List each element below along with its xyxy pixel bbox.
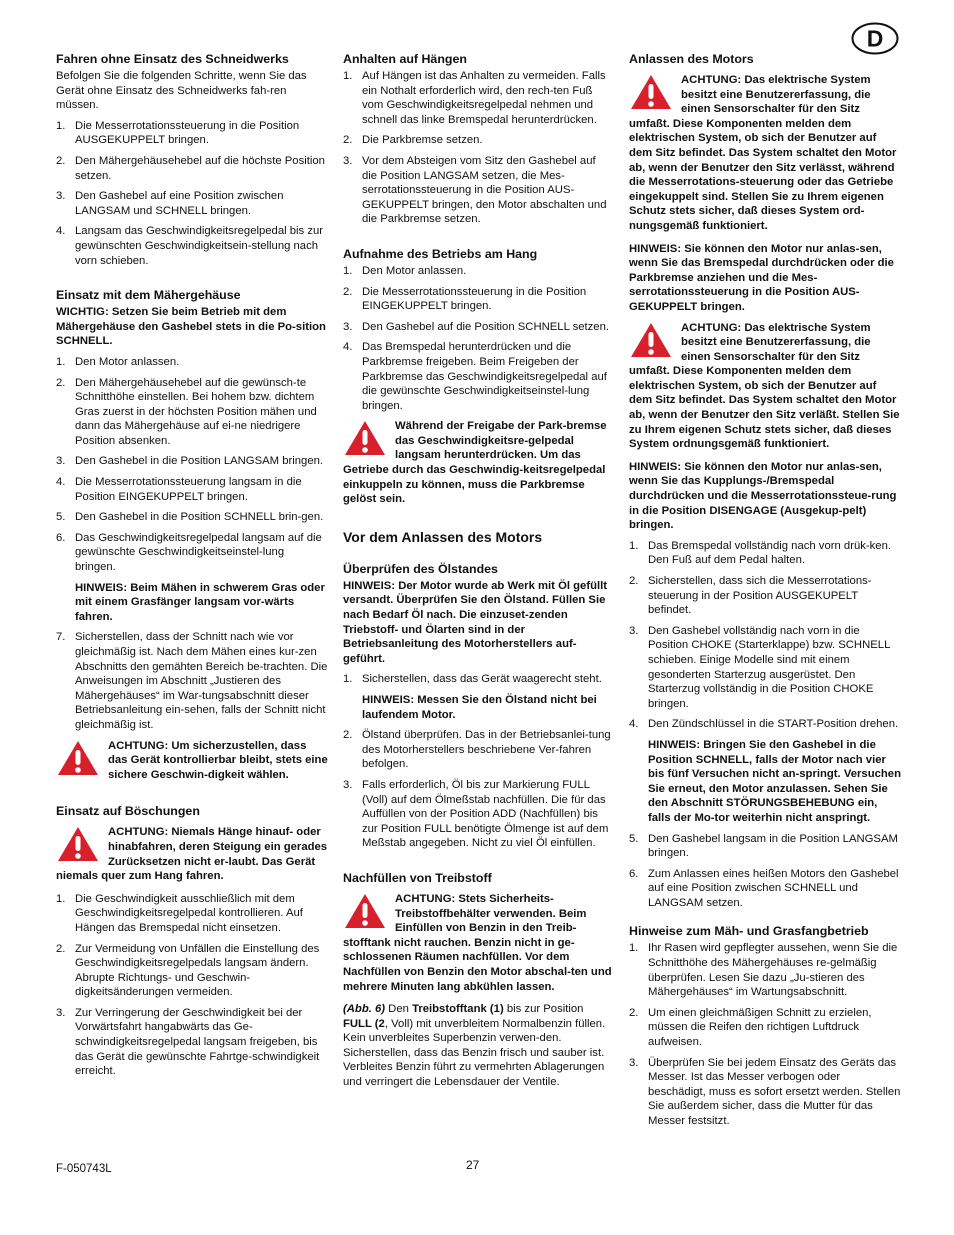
list-item: 1. Den Motor anlassen. bbox=[343, 264, 467, 277]
warning-block bbox=[629, 73, 901, 234]
list-item: 4. Langsam das Geschwindigkeitsregelpedal bis zur gewünschten Geschwindigkeitsein-stellung nach vorn schieben. bbox=[56, 225, 324, 267]
list-item: 4. Den Zündschlüssel in die START-Position drehen. HINWEIS: Bringen Sie den Gashebel in die Position SCHNELL, falls der Motor nach vier bis fünf Versuchen nicht an-springt. Versuchen Sie erneut, den Motor anzulassen. Sehen Sie den Abschnitt STÖRUNGSBEHEBUNG ein, falls der Mo-tor weiterhin nicht anspringt. bbox=[629, 718, 901, 824]
hint-note: HINWEIS: Sie können den Motor nur anlas-sen, wenn Sie das Kupplungs-/Bremspedal durchdrücken und die Messerrotationssteue-rung in die Position DISENGAGE (Ausgekup-pelt) bringen. bbox=[629, 460, 897, 532]
list-item: 1. Auf Hängen ist das Anhalten zu vermeiden. Falls ein Nothalt erforderlich wird, den rech-ten Fuß vom Geschwindigkeitsregelpedal nehmen und schnell das linke Bremspedal herunterdrücken. bbox=[343, 70, 606, 126]
section-title-slopes: Einsatz auf Böschungen bbox=[56, 804, 200, 819]
list-item: 3. Den Gashebel vollständig nach vorn in die Position CHOKE (Starterklappe) bzw. SCHNELL schieben. Einige Modelle sind mit einem gesonderten Starterzug ausgerüstet. Den Starterzug vollständig in die Position CHOKE bringen. bbox=[629, 624, 890, 710]
list-item: 4. Das Bremspedal herunterdrücken und die Parkbremse freigeben. Beim Freigeben der Parkbremse das Geschwindigkeitsregelpedal auf die gewünschte Geschwindigkeitseinstel-lung bringen. bbox=[343, 341, 607, 412]
list-item: 2. Die Messerrotationssteuerung in die Position EINGEKUPPELT bringen. bbox=[343, 285, 587, 313]
list-item: 2. Sicherstellen, dass sich die Messerrotations-steuerung in der Position AUSGEKUPELT befindet. bbox=[629, 575, 872, 617]
section-title-stopping-on-slopes: Anhalten auf Hängen bbox=[343, 52, 467, 66]
document-code: F-050743L bbox=[56, 1163, 112, 1175]
list-item: 2. Den Mähergehäusehebel auf die höchste Position setzen. bbox=[56, 154, 325, 182]
warning-text: Während der Freigabe der Park-bremse das Geschwindigkeitsre-gelpedal langsam herunterdrücken. Um das Getriebe durch das Geschwindig-keitsregelpedal einkuppeln zu können, muss die Parkbremse gelöst sein. bbox=[343, 420, 607, 506]
list-item: 7. Sicherstellen, dass der Schnitt nach wie vor gleichmäßig ist. Nach dem Mähen eines kur-zen Abschnitts den gemähten Bereich be-trachten. Die Anweisungen im Abschnitt „Justieren des Mähergehäuses“ im War-tungsabschnitt dieser Betriebsanleitung ein-sehen, falls der Schnitt nicht gleichmäßig ist. bbox=[56, 631, 328, 731]
steps-list bbox=[629, 941, 901, 1128]
section-title-oil-check: Überprüfen des Ölstandes bbox=[343, 561, 498, 576]
list-item: 3. Den Gashebel auf eine Position zwischen LANGSAM und SCHNELL bringen. bbox=[56, 190, 284, 217]
important-note: WICHTIG: Setzen Sie beim Betrieb mit dem Mähergehäuse den Gashebel stets in die Po-sition SCHNELL. bbox=[56, 306, 326, 348]
list-item: 3. Den Gashebel in die Position LANGSAM bringen. bbox=[56, 455, 324, 468]
list-item: 2. Die Parkbremse setzen. bbox=[343, 134, 483, 147]
steps-list bbox=[343, 69, 613, 227]
warning-block bbox=[56, 739, 328, 783]
list-item: 1. Die Messerrotationssteuerung in die Position AUSGEKUPPELT bringen. bbox=[56, 119, 300, 147]
section-title-mowing-tips: Hinweise zum Mäh- und Grasfangbetrieb bbox=[629, 924, 869, 939]
list-item: 1. Den Motor anlassen. bbox=[56, 355, 180, 368]
section-title-starting-engine: Anlassen des Motors bbox=[629, 52, 754, 66]
list-item: 1. Sicherstellen, dass das Gerät waagerecht steht. HINWEIS: Messen Sie den Ölstand nicht bei laufendem Motor. bbox=[343, 672, 613, 722]
steps-list bbox=[56, 355, 328, 733]
steps-list bbox=[343, 672, 613, 851]
warning-text: ACHTUNG: Niemals Hänge hinauf- oder hinabfahren, deren Steigung ein gerades Zurücksetzen nicht er-laubt. Das Gerät niemals quer zum Hang fahren. bbox=[56, 826, 328, 883]
list-item: 2. Ölstand überprüfen. Das in der Betriebsanlei-tung des Motorherstellers beschriebene Ver-fahren befolgen. bbox=[343, 729, 611, 771]
hint-note: HINWEIS: Messen Sie den Ölstand nicht bei laufendem Motor. bbox=[362, 694, 597, 721]
section-title-before-starting: Vor dem Anlassen des Motors bbox=[343, 528, 543, 545]
column-left bbox=[56, 52, 328, 1085]
steps-list bbox=[343, 264, 613, 413]
warning-text: ACHTUNG: Stets Sicherheits-Treibstoffbehälter verwenden. Beim Einfüllen von Benzin in den Treib-stofftank nicht rauchen. Benzin nicht in ge-schlossenen Räumen nachfüllen. Vor dem Nachfüllen von Benzin den Motor abschal-ten und mehrere Minuten lang abkühlen lassen. bbox=[343, 892, 612, 993]
hint-note: HINWEIS: Bringen Sie den Gashebel in die Position SCHNELL, falls der Motor nach vier bis fünf Versuchen nicht an-springt. Versuchen Sie erneut, den Motor anzulassen. Sehen Sie den Abschnitt STÖRUNGSBEHEBUNG ein, falls der Mo-tor weiterhin nicht anspringt. bbox=[648, 738, 901, 824]
warning-icon bbox=[629, 321, 673, 359]
warning-icon bbox=[629, 73, 673, 111]
list-item: 2. Um einen gleichmäßigen Schnitt zu erzielen, müssen die Reifen den richtigen Luftdruck aufweisen. bbox=[629, 1006, 872, 1049]
warning-text: ACHTUNG: Das elektrische System besitzt eine Benutzererfassung, die einen Sensorschalter für den Sitz umfaßt. Diese Komponenten melden dem elektrischen System, ob sich der Benutzer auf dem Sitz befindet. Das System schaltet den Motor ab, wenn der Benutzer den Sitz verläßt. Stellen Sie zu Ihrem eigenen Schutz stets sicher, daß dieses System ordnungsgemäß funktioniert. bbox=[629, 321, 900, 451]
steps-list bbox=[56, 119, 328, 268]
section-title-driving-without-mower: Fahren ohne Einsatz des Schneidwerks bbox=[56, 52, 289, 66]
page-number: 27 bbox=[466, 1158, 480, 1172]
list-item: 5. Den Gashebel langsam in die Position LANGSAM bringen. bbox=[629, 832, 898, 860]
steps-list bbox=[56, 892, 328, 1079]
language-badge-letter: D bbox=[866, 25, 884, 52]
column-middle bbox=[343, 52, 613, 1096]
list-item: 6. Zum Anlassen eines heißen Motors den Gashebel auf eine Position zwischen SCHNELL und LANGSAM setzen. bbox=[629, 867, 899, 909]
refuel-paragraph: (Abb. 6) Den Treibstofftank (1) bis zur Position FULL (2, Voll) mit unverbleitem Normalbenzin füllen. Kein unverbleites Superbenzin verwen-den. Sicherstellen, dass das Benzin frisch und sauber ist. Verbleites Benzin führt zu vermehrten Ablagerungen und verringert die Lebensdauer der Ventile. bbox=[343, 1003, 606, 1089]
list-item: 1. Das Bremspedal vollständig nach vorn drük-ken. Den Fuß auf dem Pedal halten. bbox=[629, 539, 892, 567]
hint-note: HINWEIS: Sie können den Motor nur anlas-sen, wenn Sie das Bremspedal durchdrücken oder die Parkbremse anziehen und die Mes-serrotationssteuerung in die Position AUS-GEKUPPELT bringen. bbox=[629, 242, 894, 313]
list-item: 1. Ihr Rasen wird gepflegter aussehen, wenn Sie die Schnitthöhe des Mähergehäuses re-gelmäßig überprüfen. Lesen Sie dazu „Ju-stieren des Mähergehäuses“ im Wartungsabschnitt. bbox=[629, 942, 898, 999]
list-item: 3. Vor dem Absteigen vom Sitz den Gashebel auf die Position LANGSAM setzen, die Mes-serrotationssteuerung in die Position AUS-GEKUPPELT bringen, den Motor abschalten und die Parkbremse setzen. bbox=[343, 154, 607, 226]
section-intro: Befolgen Sie die folgenden Schritte, wenn Sie das Gerät ohne Einsatz des Schneidwerks fah-ren müssen. bbox=[56, 70, 307, 112]
warning-icon bbox=[56, 825, 100, 863]
warning-icon bbox=[56, 739, 100, 777]
section-title-mower-operation: Einsatz mit dem Mähergehäuse bbox=[56, 288, 241, 303]
hint-note: HINWEIS: Beim Mähen in schwerem Gras oder mit einem Grasfänger langsam vor-wärts fahren. bbox=[75, 581, 325, 623]
section-title-resume-on-slope: Aufnahme des Betriebs am Hang bbox=[343, 246, 538, 261]
warning-block bbox=[629, 321, 901, 452]
list-item: 2. Den Mähergehäusehebel auf die gewünsch-te Schnitthöhe einstellen. Bei hohem bzw. dichtem Gras zuerst in der höchsten Position mähen und dann das Mähergehäuse auf ei-ne niedrigere Position absenken. bbox=[56, 376, 317, 447]
list-item: 2. Zur Vermeidung von Unfällen die Einstellung des Geschwindigkeitsregelpedals langsam ändern. Abrupte Richtungs- und Geschwin-digkeitsänderungen vermeiden. bbox=[56, 942, 320, 999]
warning-block bbox=[343, 892, 613, 994]
fuel-tank-ref: Treibstofftank (1) bbox=[412, 1003, 504, 1016]
warning-icon bbox=[343, 419, 387, 457]
steps-list bbox=[629, 539, 901, 911]
list-item: 3. Den Gashebel auf die Position SCHNELL setzen. bbox=[343, 320, 609, 333]
warning-block bbox=[343, 419, 613, 507]
list-item: 4. Die Messerrotationssteuerung langsam in die Position EINGEKUPPELT bringen. bbox=[56, 476, 302, 503]
warning-block bbox=[56, 825, 328, 883]
list-item: 3. Überprüfen Sie bei jedem Einsatz des Geräts das Messer. Ist das Messer verbogen oder beschädigt, muss es sofort ersetzt werden. Stellen Sie außerdem sicher, dass die Mutter für das Messer festsitzt. bbox=[629, 1056, 901, 1127]
hint-note: HINWEIS: Der Motor wurde ab Werk mit Öl gefüllt versandt. Überprüfen Sie den Ölstand. Füllen Sie nach Bedarf Öl nach. Die einzuset-zenden Triebstoff- und Ölarten sind in der Betriebsanleitung des Motorherstellers auf-geführt. bbox=[343, 579, 608, 665]
full-mark-ref: FULL (2 bbox=[343, 1017, 385, 1030]
column-right bbox=[629, 52, 901, 1135]
list-item: 6. Das Geschwindigkeitsregelpedal langsam auf die gewünschte Geschwindigkeitseinstel-lung bringen. HINWEIS: Beim Mähen in schwerem Gras oder mit einem Grasfänger langsam vor-wärts fahren. bbox=[56, 531, 328, 625]
warning-icon bbox=[343, 892, 387, 930]
list-item: 1. Die Geschwindigkeit ausschließlich mit dem Geschwindigkeitsregelpedal kontrollieren. Auf Hängen das Bremspedal nicht einsetzen. bbox=[56, 892, 303, 934]
list-item: 3. Falls erforderlich, Öl bis zur Markierung FULL (Voll) auf dem Ölmeßstab nachfüllen. Die für das Auffüllen von der Position ADD (Nachfüllen) bis zur Position FULL benötigte Ölmenge ist auf dem Meßstab angegeben. Nicht zu viel Öl einfüllen. bbox=[343, 778, 609, 850]
section-title-refuel: Nachfüllen von Treibstoff bbox=[343, 870, 492, 885]
figure-reference: (Abb. 6) bbox=[343, 1003, 386, 1016]
warning-text: ACHTUNG: Das elektrische System besitzt eine Benutzererfassung, die einen Sensorschalter für den Sitz umfaßt. Diese Komponenten melden dem elektrischen System, ob sich der Benutzer auf dem Sitz befindet. Das System schaltet den Motor ab, wenn der Benutzer den Sitz verlässt, während die Messerrotations-steuerung oder das Getriebe eingekuppelt sind. Stellen Sie zu Ihrem eigenen Schutz stets sicher, daß dieses System ord-nungsgemäß funktioniert. bbox=[629, 74, 897, 232]
list-item: 3. Zur Verringerung der Geschwindigkeit bei der Vorwärtsfahrt hangabwärts das Ge-schwindigkeitsregelpedal langsam freigeben, bis das Gerät die gewünschte Fahrtge-schwindigkeit erreicht. bbox=[56, 1006, 320, 1078]
warning-text: ACHTUNG: Um sicherzustellen, dass das Gerät kontrollierbar bleibt, stets eine sichere Geschwin-digkeit wählen. bbox=[108, 739, 328, 781]
language-badge bbox=[851, 22, 899, 55]
list-item: 5. Den Gashebel in die Position SCHNELL brin-gen. bbox=[56, 511, 324, 524]
